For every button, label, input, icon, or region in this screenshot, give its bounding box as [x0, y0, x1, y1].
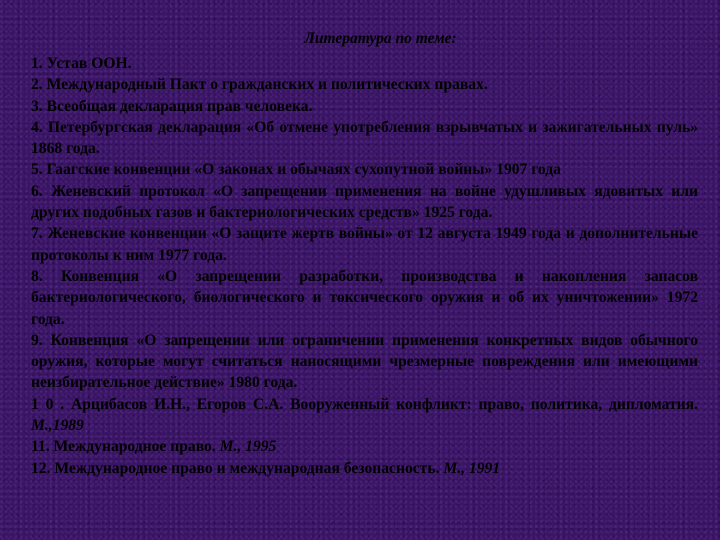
list-item	[31, 53, 698, 74]
list-item	[31, 181, 698, 224]
list-item	[31, 330, 698, 394]
list-item	[31, 117, 698, 160]
item-text: 11. Международное право.	[31, 438, 216, 456]
item-text: 6. Женевский протокол «О запрещении применения на войне удушливых ядовитых или других подобных газов и бактериологических средств» 1925 года.	[31, 182, 698, 222]
list-item	[31, 74, 698, 95]
list-item	[31, 436, 698, 457]
slide-title: Литература по теме:	[304, 30, 457, 47]
item-text: 12. Международное право и международная безопасность.	[31, 459, 440, 477]
literature-list	[31, 53, 698, 479]
item-text: 1 0 . Арцибасов И.Н., Егоров С.А. Вооруженный конфликт: право, политика, дипломатия.	[31, 395, 698, 413]
item-text: 7. Женевские конвенции «О защите жертв войны» от 12 августа 1949 года и дополнительные протоколы к ним 1977 года.	[31, 225, 698, 264]
list-item	[31, 458, 698, 479]
list-item	[31, 266, 698, 330]
list-item	[31, 96, 698, 117]
item-text: 5. Гаагские конвенции «О законах и обычаях сухопутной войны» 1907 года	[31, 161, 561, 179]
item-text: 8. Конвенция «О запрещении разработки, производства и накопления запасов бактериологического, биологического и токсического оружия и об их уничтожении» 1972 года.	[31, 267, 698, 328]
item-text: 3. Всеобщая декларация прав человека.	[31, 97, 313, 115]
list-item	[31, 223, 698, 266]
item-italic-text: М., 1991	[439, 459, 501, 477]
item-italic-text: М., 1995	[215, 438, 277, 456]
list-item	[31, 159, 698, 180]
item-text: 2. Международный Пакт о гражданских и политических правах.	[31, 76, 488, 94]
item-text: 4. Петербургская декларация «Об отмене употребления взрывчатых и зажигательных пуль» 1868 года.	[31, 118, 698, 158]
item-text: 1. Устав ООН.	[31, 55, 132, 72]
list-item	[31, 394, 698, 437]
item-italic-text: М.,1989	[31, 417, 84, 435]
item-text: 9. Конвенция «О запрещении или ограничении применения конкретных видов обычного оружия, которые могут считаться наносящими чрезмерные повреждения или имеющими неизбирательное действие» 1980 года.	[31, 331, 698, 392]
